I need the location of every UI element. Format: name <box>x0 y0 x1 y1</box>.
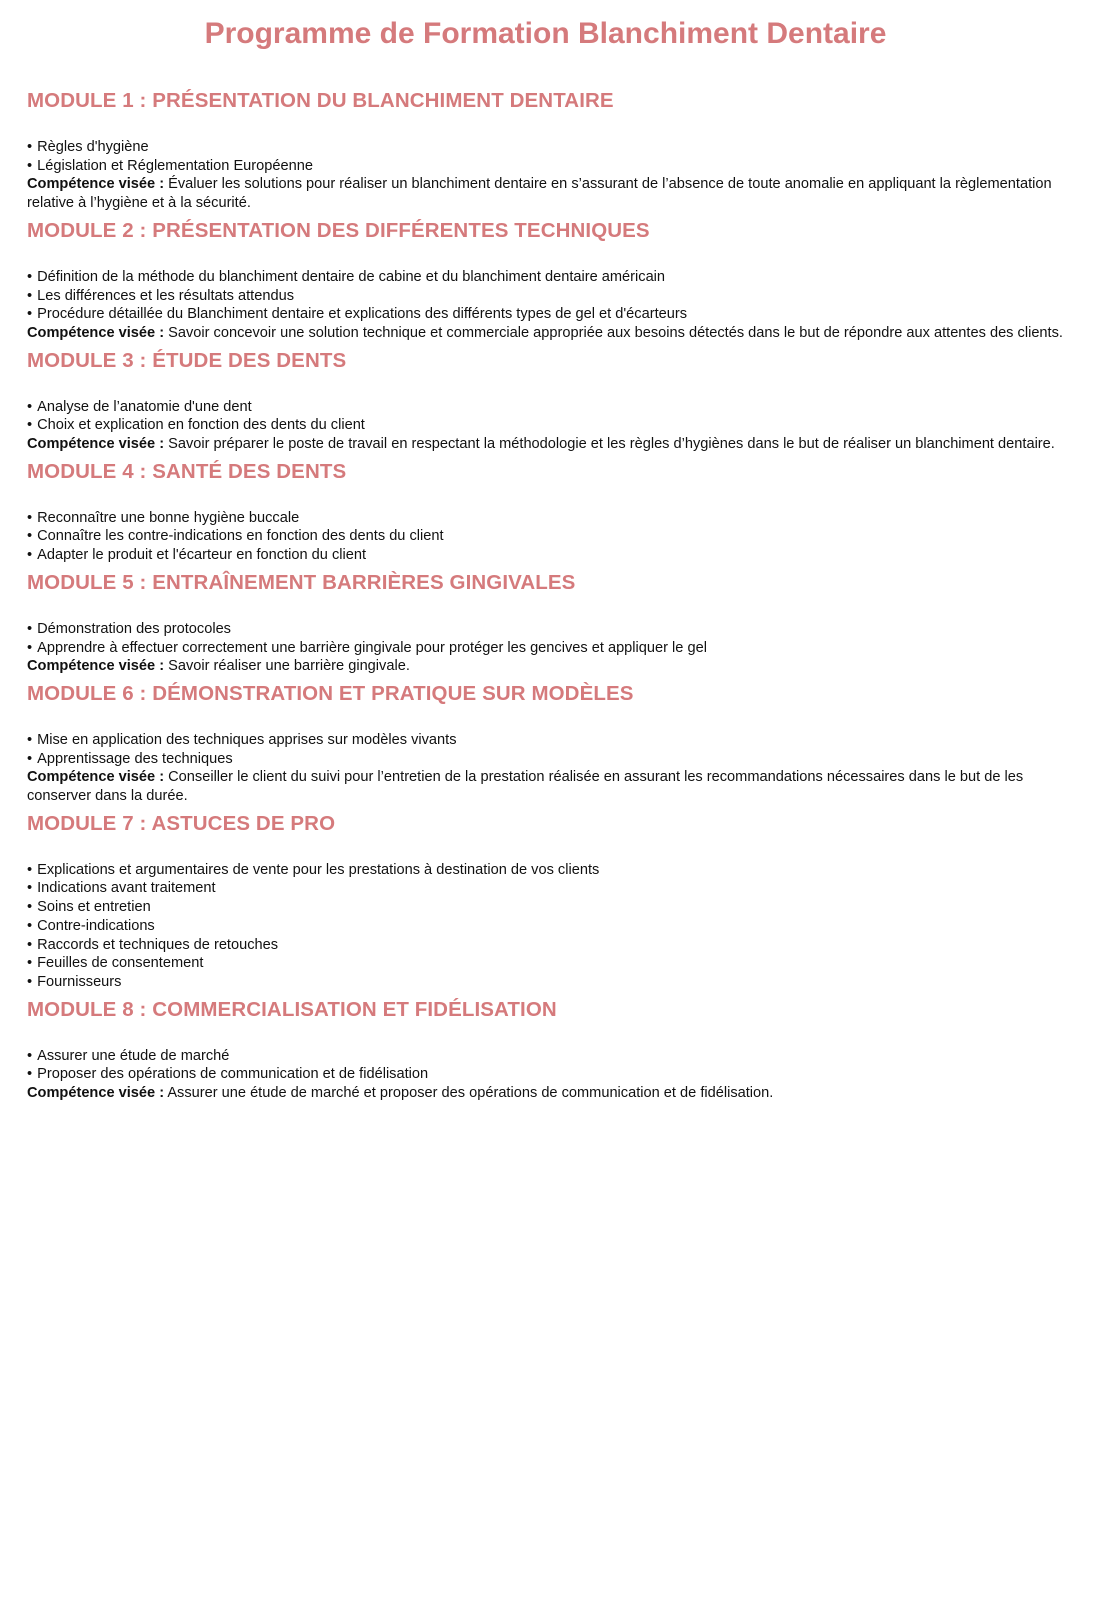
list-item: • Adapter le produit et l'écarteur en fonction du client <box>27 546 1064 565</box>
list-item: • Définition de la méthode du blanchiment dentaire de cabine et du blanchiment dentaire américain <box>27 268 1064 287</box>
module-spacer <box>27 596 1064 620</box>
module-spacer <box>27 837 1064 861</box>
module-items <box>27 620 1064 657</box>
module-section <box>27 218 1064 348</box>
module-section <box>27 348 1064 459</box>
competence-paragraph <box>27 768 1064 805</box>
module-items <box>27 398 1064 435</box>
module-spacer <box>27 1023 1064 1047</box>
competence-text: Évaluer les solutions pour réaliser un blanchiment dentaire en s’assurant de l’absence de toute anomalie en appliquant la règlementation relative à l’hygiène et à la sécurité. <box>27 176 1052 212</box>
module-title: MODULE 7 : ASTUCES DE PRO <box>27 811 336 835</box>
module-title: MODULE 8 : COMMERCIALISATION ET FIDÉLISATION <box>27 997 557 1021</box>
list-item: • Feuilles de consentement <box>27 954 1064 973</box>
list-item: • Analyse de l’anatomie d'une dent <box>27 398 1064 417</box>
list-item: • Indications avant traitement <box>27 879 1064 898</box>
module-items <box>27 861 1064 992</box>
list-item: • Les différences et les résultats attendus <box>27 287 1064 306</box>
list-item: • Assurer une étude de marché <box>27 1047 1064 1066</box>
modules-list <box>27 88 1064 1108</box>
module-spacer <box>27 114 1064 138</box>
module-title: MODULE 6 : DÉMONSTRATION ET PRATIQUE SUR MODÈLES <box>27 681 634 705</box>
competence-paragraph <box>27 175 1064 212</box>
list-item: • Contre-indications <box>27 917 1064 936</box>
module-title: MODULE 2 : PRÉSENTATION DES DIFFÉRENTES TECHNIQUES <box>27 218 650 242</box>
list-item: • Mise en application des techniques apprises sur modèles vivants <box>27 731 1064 750</box>
list-item: • Démonstration des protocoles <box>27 620 1064 639</box>
module-items <box>27 138 1064 175</box>
module-section <box>27 88 1064 218</box>
page-title: Programme de Formation Blanchiment Dentaire <box>204 17 887 50</box>
competence-label: Compétence visée : <box>27 436 165 453</box>
list-item: • Reconnaître une bonne hygiène buccale <box>27 509 1064 528</box>
section-spacer <box>27 1103 1064 1108</box>
list-item: • Fournisseurs <box>27 973 1064 992</box>
list-item: • Règles d'hygiène <box>27 138 1064 157</box>
competence-label: Compétence visée : <box>27 176 165 193</box>
module-title: MODULE 5 : ENTRAÎNEMENT BARRIÈRES GINGIVALES <box>27 570 576 594</box>
competence-label: Compétence visée : <box>27 1085 165 1102</box>
module-spacer <box>27 485 1064 509</box>
competence-label: Compétence visée : <box>27 324 165 341</box>
module-items <box>27 509 1064 565</box>
competence-text: Savoir préparer le poste de travail en respectant la méthodologie et les règles d’hygiènes dans le but de réaliser un blanchiment dentaire. <box>168 436 1055 453</box>
list-item: • Proposer des opérations de communication et de fidélisation <box>27 1065 1064 1084</box>
competence-label: Compétence visée : <box>27 658 165 675</box>
module-items <box>27 268 1064 324</box>
module-spacer <box>27 374 1064 398</box>
list-item: • Législation et Réglementation Européenne <box>27 157 1064 176</box>
list-item: • Apprendre à effectuer correctement une barrière gingivale pour protéger les gencives et appliquer le gel <box>27 639 1064 658</box>
module-title: MODULE 3 : ÉTUDE DES DENTS <box>27 348 347 372</box>
list-item: • Choix et explication en fonction des dents du client <box>27 416 1064 435</box>
competence-text: Assurer une étude de marché et proposer des opérations de communication et de fidélisation. <box>167 1085 774 1102</box>
competence-paragraph <box>27 657 1064 676</box>
competence-text: Conseiller le client du suivi pour l’entretien de la prestation réalisée en assurant les recommandations nécessaires dans le but de les conserver dans la durée. <box>27 769 1024 805</box>
competence-paragraph <box>27 1084 1064 1103</box>
module-section <box>27 681 1064 811</box>
module-spacer <box>27 244 1064 268</box>
competence-paragraph <box>27 324 1064 343</box>
module-title: MODULE 4 : SANTÉ DES DENTS <box>27 459 347 483</box>
competence-text: Savoir réaliser une barrière gingivale. <box>168 658 410 675</box>
module-items <box>27 1047 1064 1084</box>
list-item: • Soins et entretien <box>27 898 1064 917</box>
list-item: • Apprentissage des techniques <box>27 750 1064 769</box>
module-section <box>27 570 1064 681</box>
list-item: • Connaître les contre-indications en fonction des dents du client <box>27 527 1064 546</box>
module-section <box>27 811 1064 997</box>
list-item: • Raccords et techniques de retouches <box>27 936 1064 955</box>
module-title: MODULE 1 : PRÉSENTATION DU BLANCHIMENT DENTAIRE <box>27 89 614 112</box>
module-section <box>27 997 1064 1108</box>
module-items <box>27 731 1064 768</box>
module-spacer <box>27 707 1064 731</box>
list-item: • Explications et argumentaires de vente pour les prestations à destination de vos clients <box>27 861 1064 880</box>
competence-text: Savoir concevoir une solution technique et commerciale appropriée aux besoins détectés dans le but de répondre aux attentes des clients. <box>168 324 1063 341</box>
module-section <box>27 459 1064 570</box>
list-item: • Procédure détaillée du Blanchiment dentaire et explications des différents types de gel et d'écarteurs <box>27 305 1064 324</box>
competence-label: Compétence visée : <box>27 769 165 786</box>
competence-paragraph <box>27 435 1064 454</box>
